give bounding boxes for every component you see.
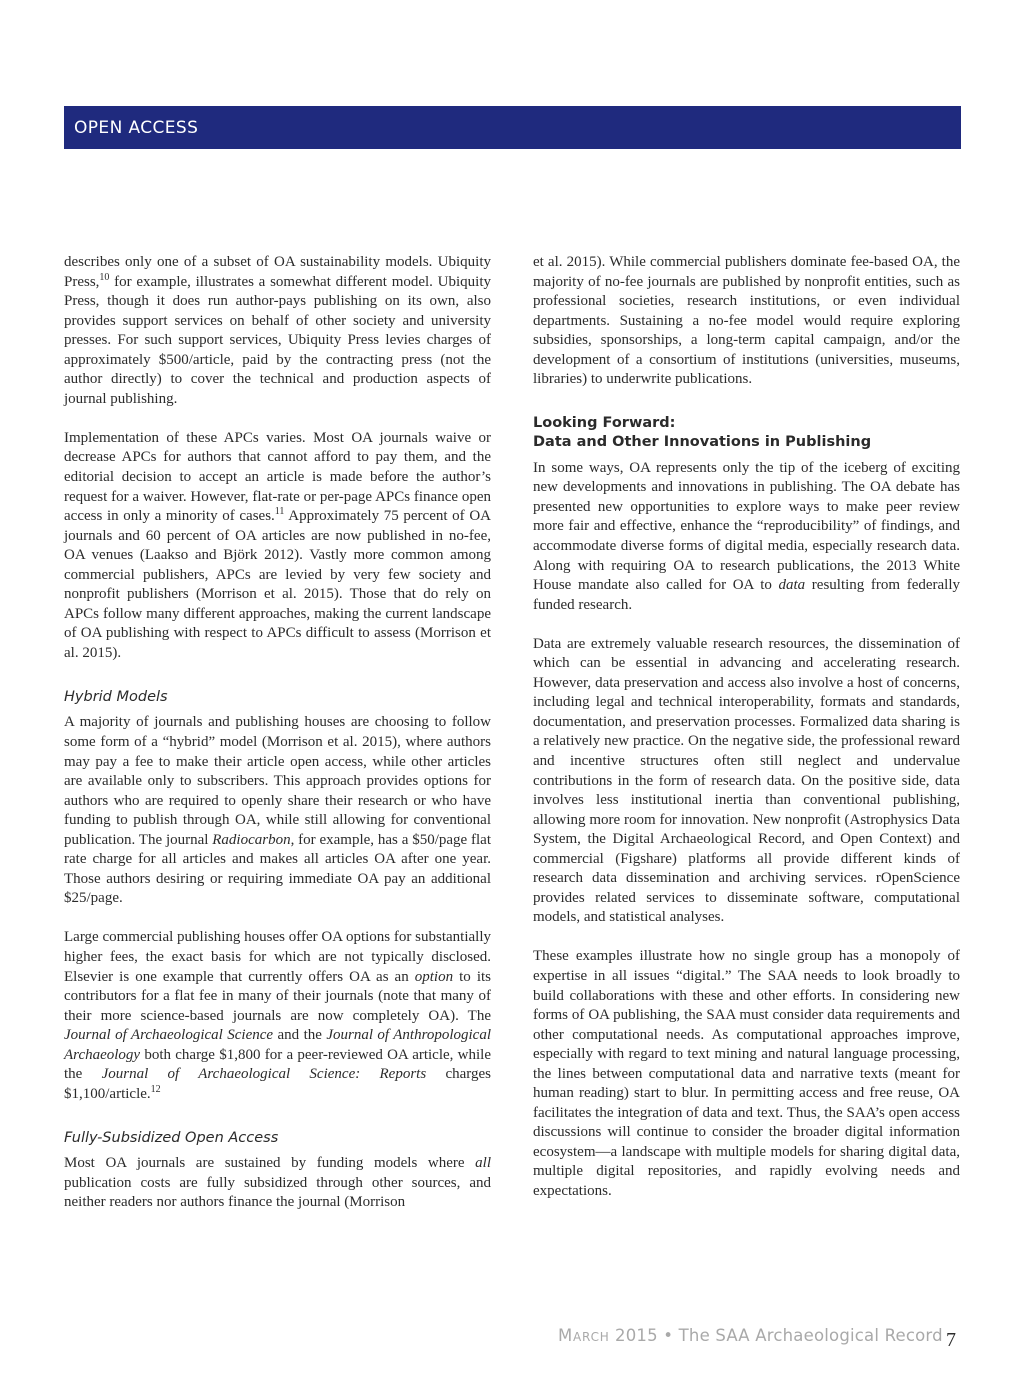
section-banner: [64, 106, 961, 149]
section-heading-hybrid: Hybrid Models: [64, 689, 168, 706]
page-number: 7: [946, 1329, 956, 1351]
running-footer: March 2015 • The SAA Archaeological Record: [558, 1326, 943, 1345]
paragraph: Data are extremely valuable research resources, the dissemination of which can be essential in advancing and accelerating research. However, data preservation and access also involve a host of concerns, including legal and technical interoperability, formats and standards, documentation, and preservation processes. Formalized data sharing is a relatively new practice. On the negative side, the professional reward and incentive structures often still neglect and undervalue contributions in the form of research data. On the positive side, data involves less institutional inertia than conventional publishing, allowing more room for innovation. New nonprofit (Astrophysics Data System, the Digital Archaeological Record, and Open Context) and commercial (Figshare) platforms all provide different kinds of research data dissemination and archiving services. rOpenScience provides related services to disseminate software, computational models, and statistical analyses.: [533, 635, 960, 926]
section-heading-subsidized: Fully-Subsidized Open Access: [64, 1130, 279, 1147]
paragraph: In some ways, OA represents only the tip of the iceberg of exciting new developments and innovations in publishing. The OA debate has presented new opportunities to explore ways to make peer review more fair and effective, enhance the “reproducibility” of findings, and accommodate diverse forms of digital media, especially research data. Along with requiring OA to research publications, the 2013 White House mandate also called for OA to data resulting from federally funded research.: [533, 459, 961, 613]
footnote-ref: 12: [150, 1083, 161, 1095]
section-title: OPEN ACCESS: [74, 117, 199, 138]
paragraph: Implementation of these APCs varies. Most OA journals waive or decrease APCs for authors that cannot afford to pay them, and the editorial decision to accept an article is made before the author’s request for a waiver. However, flat-rate or per-page APCs finance open access in only a minority of cases.$^{11}$ Approximately 75 percent of OA journals and 60 percent of OA articles are now published in no-fee, OA venues (Laakso and Björk 2012). Vastly more common among commercial publishers, APCs are levied by very few society and nonprofit publishers (Morrison et al. 2015). Those that do rely on APCs follow many different approaches, making the current landscape of OA publishing with respect to APCs difficult to assess (Morrison et al. 2015).: [64, 429, 491, 661]
left-column: [64, 253, 491, 1213]
paragraph: describes only one of a subset of OA sustainability models. Ubiquity Press,$^{10}$ for example, illustrates a somewhat different model. Ubiquity Press, though it does run author-pays publishing on its own, also provides support services on behalf of other society and university presses. For such support services, Ubiquity Press levies charges of approximately $500/article, paid by the contracting press (not the author directly) to cover the technical and production aspects of journal publishing.: [64, 254, 491, 407]
paragraph: A majority of journals and publishing houses are choosing to follow some form of a “hybrid” model (Morrison et al. 2015), where authors may pay a fee to make their article open access, while other articles are available only to subscribers. This approach provides options for authors who are required to openly share their research or who have funding to publish through OA, while still allowing for conventional publication. The journal Radiocarbon, for example, has a $50/page flat rate charge for all articles and makes all articles OA after one year. Those authors desiring or requiring immediate OA pay an additional $25/page.: [64, 714, 491, 907]
section-heading-looking-forward: Looking Forward: Data and Other Innovations in Publishing: [533, 414, 872, 451]
paragraph: et al. 2015). While commercial publishers dominate fee-based OA, the majority of no-fee journals are published by nonprofit entities, such as professional societies, research institutions, or even individual departments. Sustaining a no-fee model would require exploring subsidies, sponsorships, a long-term capital campaign, and/or the development of a consortium of institutions (universities, museums, libraries) to underwrite publications.: [533, 254, 960, 388]
footnote-ref: 11: [274, 506, 285, 518]
paragraph: Most OA journals are sustained by funding models where all publication costs are fully subsidized through other sources, and neither readers nor authors finance the journal (Morrison: [64, 1155, 491, 1211]
paragraph: These examples illustrate how no single group has a monopoly of expertise in all issues “digital.” The SAA needs to look broadly to build collaborations with these and other efforts. In considering new forms of OA publishing, the SAA must consider data requirements and other computational needs. As computational approaches improve, especially with regard to text mining and natural language processing, the lines between computational data and narrative texts (meant for human reading) start to blur. In permitting access and free reuse, OA facilitates the integration of data and text. Thus, the SAA’s open access discussions will continue to consider the broader digital information ecosystem—a landscape with multiple models for sharing digital data, multiple digital repositories, and rapidly evolving needs and expectations.: [533, 948, 960, 1199]
paragraph: Large commercial publishing houses offer OA options for substantially higher fees, the exact basis for which are not typically disclosed. Elsevier is one example that currently offers OA as an option to its contributors for a flat fee in many of their journals (note that many of their more science-based journals are now completely OA). The Journal of Archaeological Science and the Journal of Anthropological Archaeology both charge $1,800 for a peer-reviewed OA article, while the Journal of Archaeological Science: Reports charges $1,100/article.$^{12}$: [64, 929, 492, 1102]
right-column: [533, 253, 960, 1202]
footnote-ref: 10: [99, 271, 110, 283]
